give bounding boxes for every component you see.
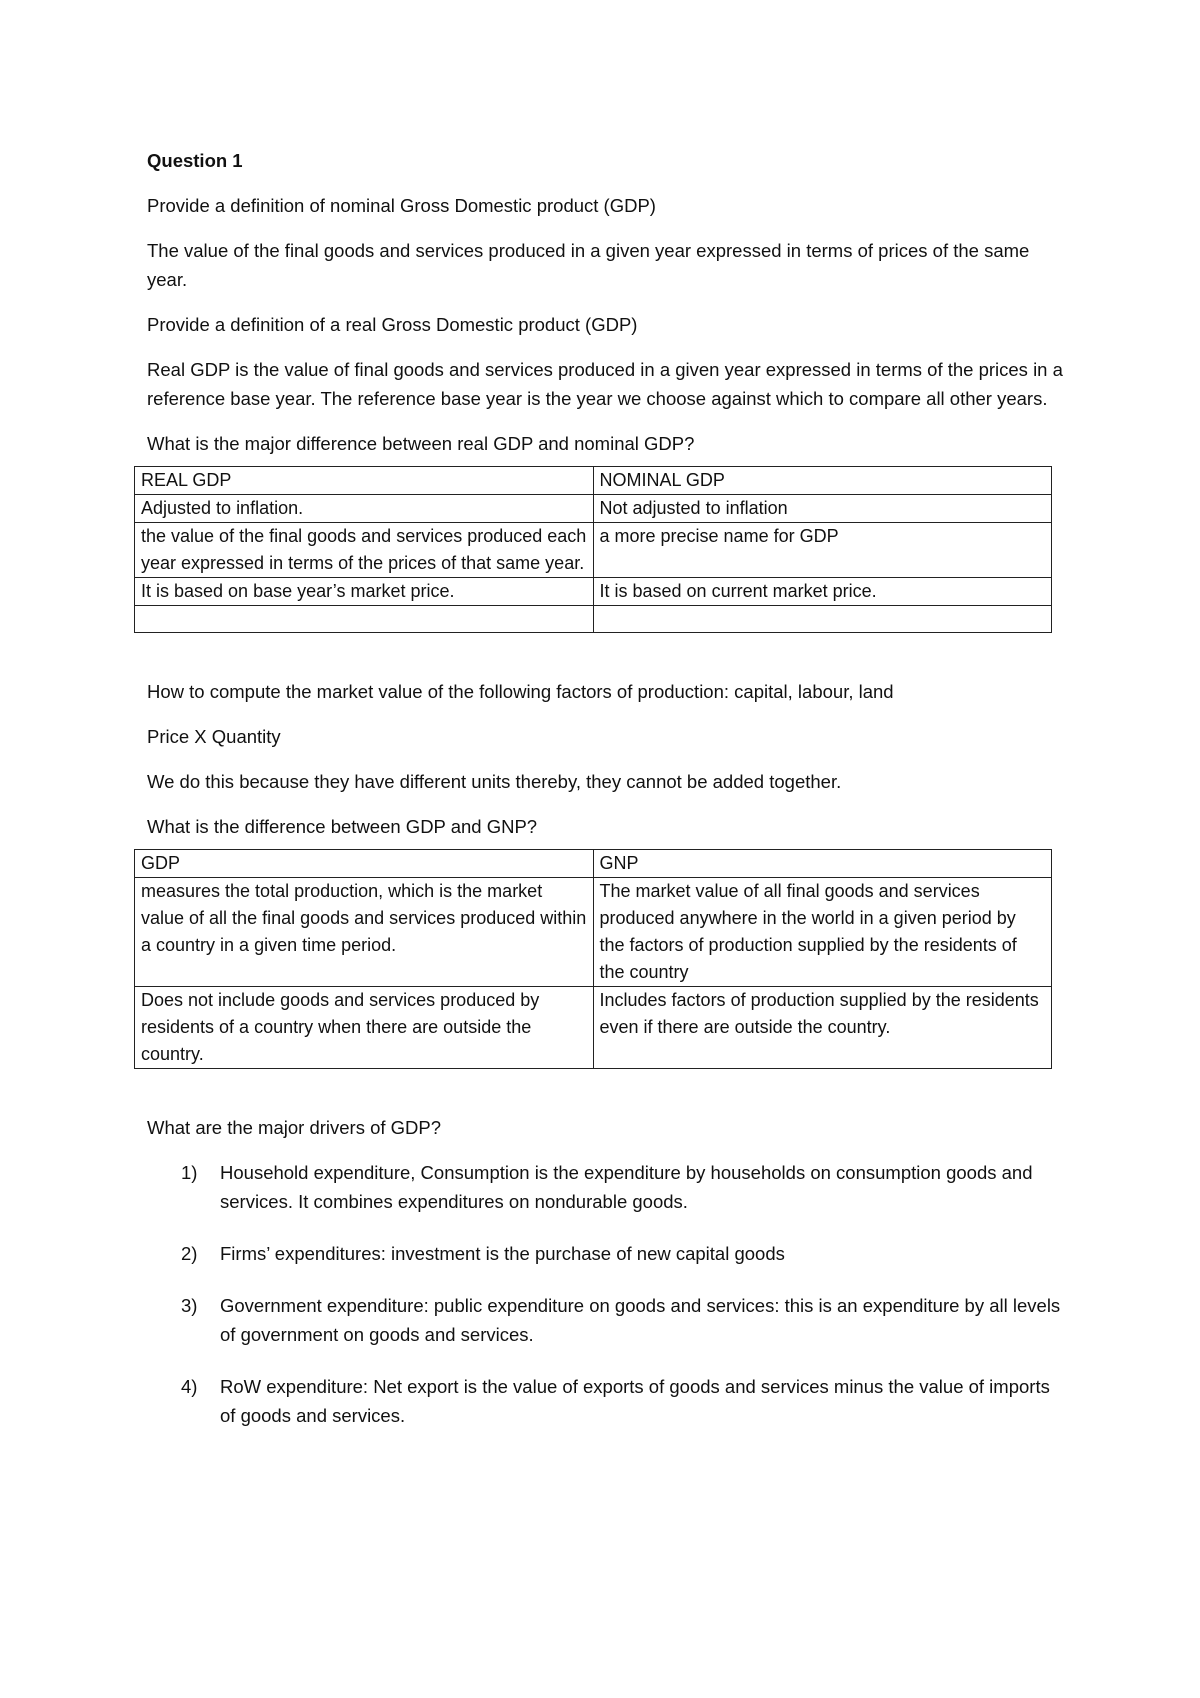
table-cell: measures the total production, which is the market value of all the final goods and services produced within a country in a given time period. xyxy=(135,878,594,987)
list-item-number: 1) xyxy=(181,1162,198,1183)
table-cell: the value of the final goods and services produced each year expressed in terms of the prices of that same year. xyxy=(135,523,594,578)
table-cell: It is based on base year’s market price. xyxy=(135,578,594,606)
list-item-text: Government expenditure: public expenditure on goods and services: this is an expenditure by all levels of government on goods and services. xyxy=(220,1295,1061,1345)
answer-units-explanation: We do this because they have different units thereby, they cannot be added together. xyxy=(147,771,842,792)
list-item-number: 2) xyxy=(181,1243,198,1264)
table-header-cell: NOMINAL GDP xyxy=(593,467,1052,495)
list-item xyxy=(147,1291,1067,1349)
list-item-number: 3) xyxy=(181,1295,198,1316)
table-row xyxy=(135,987,1052,1069)
table-cell: Includes factors of production supplied by the residents even if there are outside the country. xyxy=(593,987,1052,1069)
table-header-row xyxy=(135,467,1052,495)
list-item-number: 4) xyxy=(181,1376,198,1397)
gdp-drivers-list xyxy=(147,1158,1067,1430)
answer-price-x-quantity: Price X Quantity xyxy=(147,726,281,747)
document-content xyxy=(141,146,1067,1453)
table-header-row xyxy=(135,850,1052,878)
table-header-cell: GNP xyxy=(593,850,1052,878)
list-item xyxy=(147,1239,1067,1268)
list-item-text: Household expenditure, Consumption is the expenditure by households on consumption goods and services. It combines expenditures on nondurable goods. xyxy=(220,1162,1033,1212)
table-cell: a more precise name for GDP xyxy=(593,523,1052,578)
real-vs-nominal-table xyxy=(134,466,1052,633)
question-real-gdp: Provide a definition of a real Gross Domestic product (GDP) xyxy=(147,314,638,335)
question-real-vs-nominal: What is the major difference between real GDP and nominal GDP? xyxy=(147,433,695,454)
table-cell: Adjusted to inflation. xyxy=(135,495,594,523)
list-item-text: RoW expenditure: Net export is the value of exports of goods and services minus the value of imports of goods and services. xyxy=(220,1376,1050,1426)
table-header-cell: GDP xyxy=(135,850,594,878)
question-title: Question 1 xyxy=(147,150,243,171)
table-row xyxy=(135,878,1052,987)
question-factors-of-production: How to compute the market value of the following factors of production: capital, labour, land xyxy=(147,681,894,702)
gdp-vs-gnp-table xyxy=(134,849,1052,1069)
table-cell xyxy=(135,606,594,633)
table-cell: The market value of all final goods and services produced anywhere in the world in a given period by the factors of production supplied by the residents of the country xyxy=(593,878,1052,987)
table-cell: Does not include goods and services produced by residents of a country when there are outside the country. xyxy=(135,987,594,1069)
question-gdp-vs-gnp: What is the difference between GDP and GNP? xyxy=(147,816,538,837)
table-row xyxy=(135,523,1052,578)
answer-real-gdp: Real GDP is the value of final goods and services produced in a given year expressed in terms of the prices in a reference base year. The reference base year is the year we choose against which to compare all other years. xyxy=(147,359,1063,409)
question-nominal-gdp: Provide a definition of nominal Gross Domestic product (GDP) xyxy=(147,195,656,216)
table-row-empty xyxy=(135,606,1052,633)
table-header-cell: REAL GDP xyxy=(135,467,594,495)
list-item-text: Firms’ expenditures: investment is the purchase of new capital goods xyxy=(220,1243,785,1264)
table-row xyxy=(135,578,1052,606)
list-item xyxy=(147,1158,1067,1216)
table-row xyxy=(135,495,1052,523)
table-cell: Not adjusted to inflation xyxy=(593,495,1052,523)
answer-nominal-gdp: The value of the final goods and services produced in a given year expressed in terms of prices of the same year. xyxy=(147,240,1030,290)
table-cell: It is based on current market price. xyxy=(593,578,1052,606)
table-cell xyxy=(593,606,1052,633)
question-gdp-drivers: What are the major drivers of GDP? xyxy=(147,1117,442,1138)
list-item xyxy=(147,1372,1067,1430)
